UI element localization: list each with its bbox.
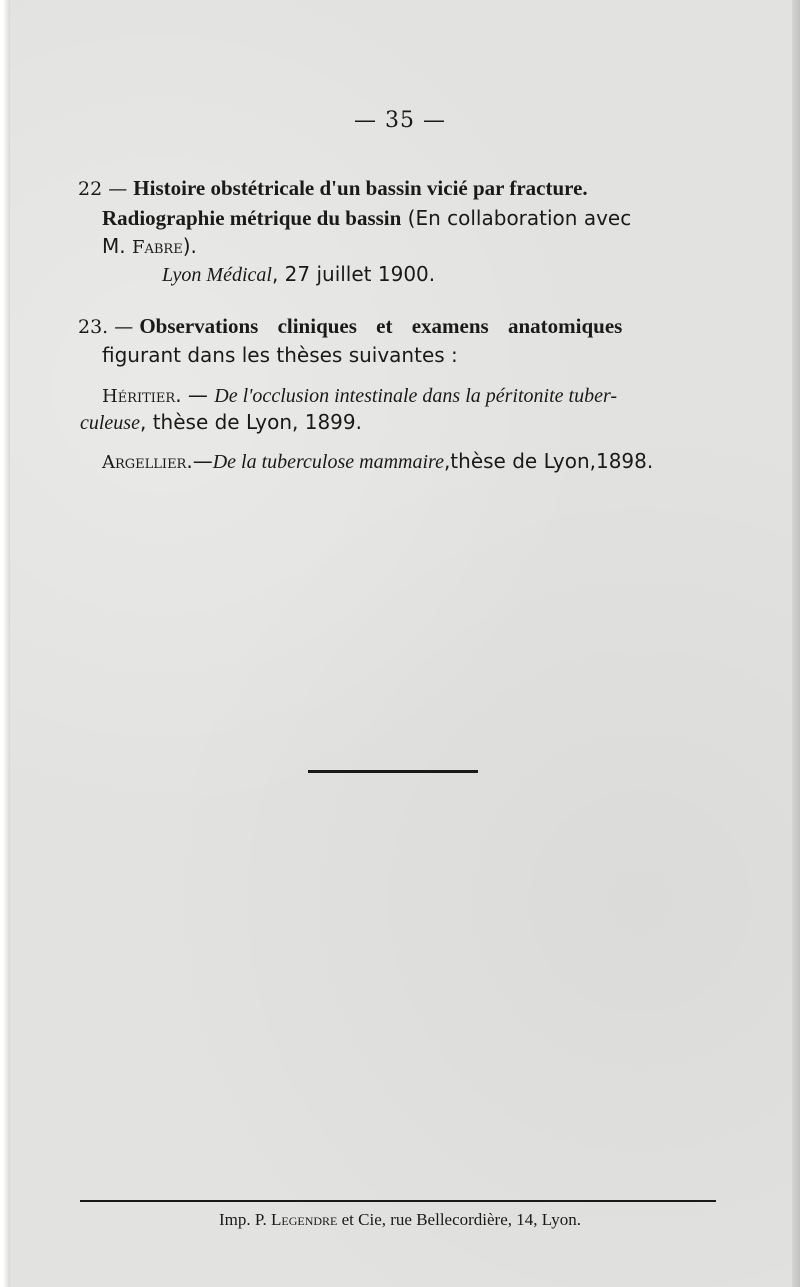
entry-23-title: Observations cliniques et examens anatomiques — [139, 314, 623, 338]
page-right-edge — [792, 0, 800, 1287]
entry-23-dash: — — [108, 316, 140, 338]
entry-22-journal: Lyon Médical — [162, 264, 272, 286]
these-1-author: Héritier — [102, 386, 176, 407]
these-1-rest: , thèse de Lyon, 1899. — [139, 410, 362, 434]
these-1-separator: . — — [175, 383, 215, 407]
section-divider — [308, 770, 478, 773]
entry-22-collaboration: (En collaboration avec — [401, 206, 632, 230]
these-2-line — [102, 449, 653, 474]
entry-22-line-1 — [78, 176, 588, 201]
entry-22-dash: — — [102, 178, 134, 200]
footer-prefix: Imp. P. — [219, 1210, 271, 1229]
these-1-title-part-1: De l'occlusion intestinale dans la péritonite tuber- — [214, 385, 617, 407]
entry-22-title: Histoire obstétricale d'un bassin vicié par fracture. — [133, 176, 588, 200]
entry-22-collab-prefix: M. — [102, 234, 132, 258]
entry-22-line-2 — [102, 206, 631, 231]
page-left-edge — [0, 0, 10, 1287]
printer-footer — [0, 1210, 800, 1230]
entry-22-citation — [162, 262, 435, 287]
these-2-title: De la tuberculose mammaire — [212, 451, 444, 473]
entry-23-line-1 — [78, 314, 622, 339]
entry-22-journal-date: , 27 juillet 1900. — [271, 262, 436, 286]
entry-22-collab-name: Fabre — [131, 237, 183, 258]
entry-22-collab-close: ). — [182, 234, 197, 258]
these-1-line-1 — [102, 383, 617, 408]
entry-23-subtitle — [102, 343, 458, 367]
these-2-rest: ,thèse de Lyon,1898. — [443, 449, 654, 473]
entry-23-subtitle-text: figurant dans les thèses suivantes : — [102, 343, 458, 367]
entry-23-number: 23. — [78, 316, 109, 338]
footer-rule — [80, 1200, 716, 1202]
these-2-separator: .— — [186, 449, 213, 473]
these-2-author: Argellier — [102, 452, 187, 473]
page-number: — 35 — — [354, 108, 446, 133]
entry-22-title-continued: Radiographie métrique du bassin — [102, 206, 402, 230]
footer-printer: Legendre — [270, 1210, 338, 1229]
these-1-title-part-2: culeuse — [80, 412, 140, 434]
these-1-line-2 — [80, 410, 362, 435]
footer-rest: et Cie, rue Bellecordière, 14, Lyon. — [337, 1210, 581, 1229]
entry-22-line-3 — [102, 234, 197, 258]
entry-22-number: 22 — [78, 178, 103, 200]
